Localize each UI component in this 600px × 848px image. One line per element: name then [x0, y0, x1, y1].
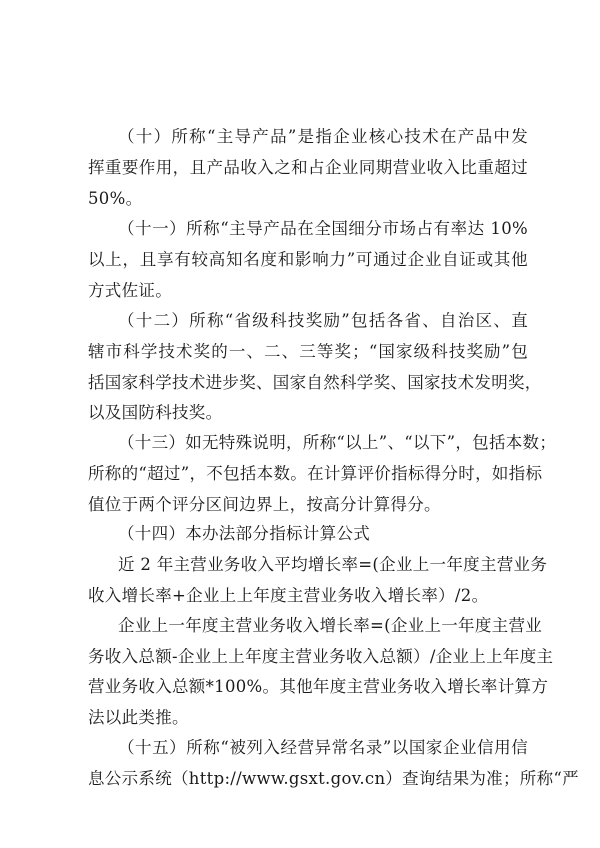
para-12-line-1: （十二）所称“省级科技奖励”包括各省、自治区、直 — [118, 311, 528, 330]
para-13-line-2: 所称的“超过”，不包括本数。在计算评价指标得分时，如指标 — [88, 464, 543, 483]
para-15-line-1: （十五）所称“被列入经营异常名录”以国家企业信用信 — [118, 738, 528, 757]
formula-2-line-2: 务收入总额-企业上上年度主营业务收入总额）/企业上上年度主 — [88, 647, 554, 666]
para-12-line-2: 辖市科学技术奖的一、二、三等奖；“国家级科技奖励”包 — [88, 342, 528, 361]
para-12-line-3: 括国家科学技术进步奖、国家自然科学奖、国家技术发明奖， — [88, 373, 542, 392]
para-10-line-3: 50%。 — [88, 189, 143, 208]
para-13-line-3: 值位于两个评分区间边界上，按高分计算得分。 — [88, 495, 441, 514]
para-11-line-2: 以上，且享有较高知名度和影响力”可通过企业自证或其他 — [88, 250, 528, 269]
formula-2-line-1: 企业上一年度主营业务收入增长率=(企业上一年度主营业 — [118, 616, 543, 635]
para-10-line-1: （十）所称“主导产品”是指企业核心技术在产品中发 — [118, 127, 528, 146]
para-12-line-4: 以及国防科技奖。 — [88, 403, 223, 422]
para-11-line-3: 方式佐证。 — [88, 281, 172, 300]
para-13-line-1: （十三）如无特殊说明，所称“以上”、“以下”，包括本数； — [118, 433, 557, 452]
para-10-line-2: 挥重要作用，且产品收入之和占企业同期营业收入比重超过 — [88, 158, 528, 177]
formula-1-line-2: 收入增长率+企业上上年度主营业务收入增长率）/2。 — [88, 586, 489, 605]
formula-1-line-1: 近 2 年主营业务收入平均增长率=(企业上一年度主营业务 — [118, 555, 548, 574]
formula-2-line-4: 法以此类推。 — [88, 708, 189, 727]
formula-2-line-3: 营业务收入总额*100%。其他年度主营业务收入增长率计算方 — [88, 677, 549, 696]
para-11-line-1: （十一）所称“主导产品在全国细分市场占有率达 10% — [118, 219, 528, 238]
para-14-heading: （十四）本办法部分指标计算公式 — [118, 524, 370, 543]
para-15-line-2: 息公示系统（http://www.gsxt.gov.cn）查询结果为准；所称“严 — [88, 769, 579, 788]
